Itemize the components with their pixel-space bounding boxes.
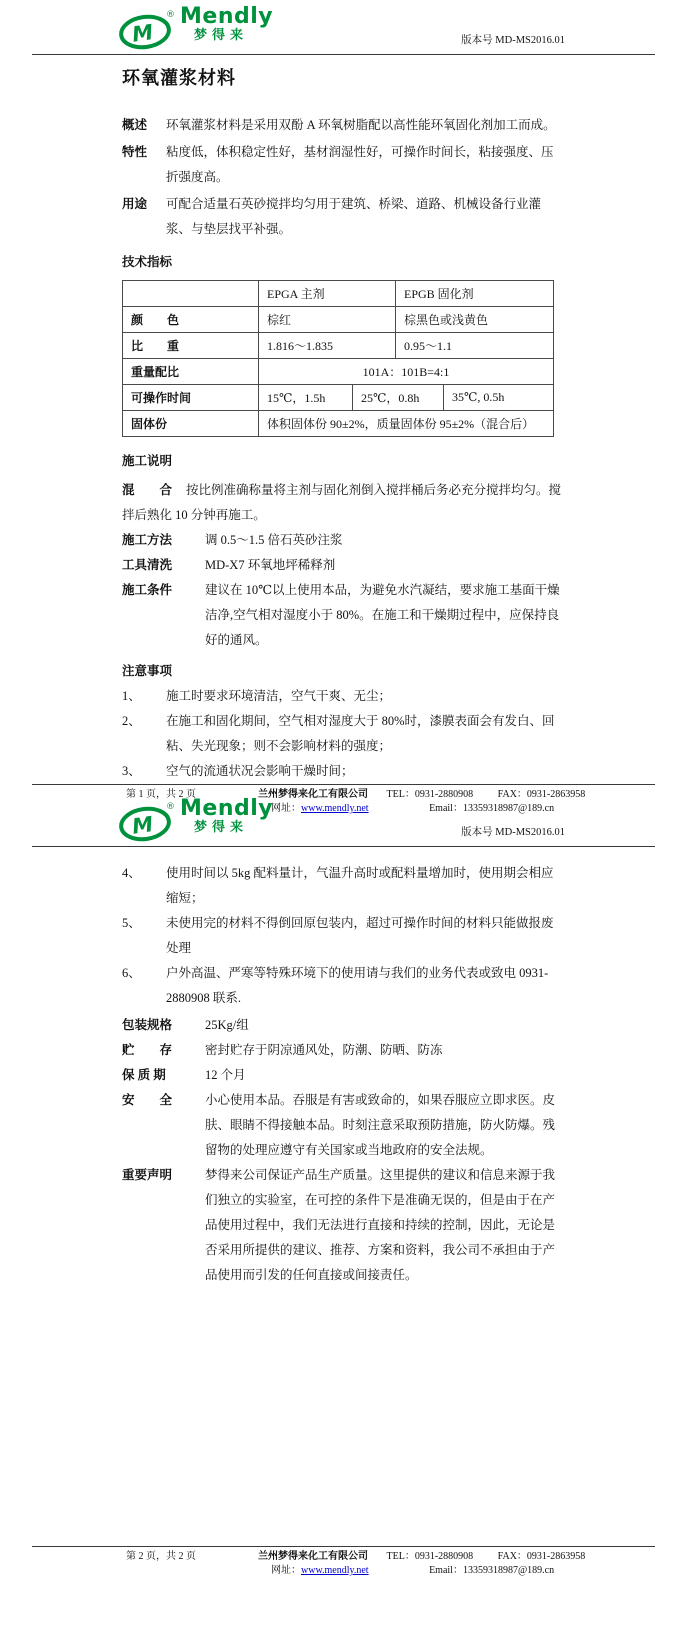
email-label: Email：13359318987@189.cn	[429, 1565, 555, 1576]
usage-text: 可配合适量石英砂搅拌均匀用于建筑、桥梁、道路、机械设备行业灌浆、与垫层找平补强。	[166, 197, 542, 236]
usage-label: 用途	[122, 197, 148, 211]
logo-text-en: Mendly	[180, 796, 274, 821]
note-number: 4、	[122, 866, 141, 880]
header-epgb-cell: EPGB 固化剂	[396, 281, 554, 307]
mixing-label: 混 合	[122, 483, 173, 497]
ratio-value-cell: 101A：101B=4:1	[259, 359, 554, 385]
page2-footer	[0, 1546, 687, 1578]
section-safety	[122, 1088, 565, 1163]
logo-text-cn: 梦得来	[194, 28, 249, 43]
tech-specs-heading: 技术指标	[122, 255, 173, 269]
cleaning-text: MD-X7 环氧地坪稀释剂	[205, 558, 336, 572]
storage-text: 密封贮存于阴凉通风处，防潮、防晒、防冻	[205, 1043, 443, 1057]
footer-info	[258, 1550, 657, 1578]
section-mixing	[122, 478, 565, 528]
color-epga-cell: 棕红	[259, 307, 396, 333]
section-cleaning	[122, 553, 565, 578]
footer-line-2	[271, 1564, 657, 1578]
disclaimer-label: 重要声明	[122, 1168, 173, 1182]
note-number: 1、	[122, 689, 141, 703]
note-item-5	[122, 911, 565, 961]
table-row-ratio	[123, 359, 554, 385]
worktime-15c-cell: 15℃，1.5h	[259, 385, 353, 411]
cleaning-label: 工具清洗	[122, 558, 173, 572]
packaging-label: 包装规格	[122, 1018, 173, 1032]
website-label: 网址：	[271, 803, 301, 814]
version-label: 版本号 MD-MS2016.01	[461, 35, 565, 46]
safety-text: 小心使用本品。吞服是有害或致命的，如果吞服应立即求医。皮肤、眼睛不得接触本品。时刻注意采取预防措施，防火防爆。残留物的处理应遵守有关国家或当地政府的安全法规。	[205, 1093, 556, 1157]
table-row-gravity	[123, 333, 554, 359]
note-item-1	[122, 684, 565, 709]
website-link[interactable]: www.mendly.net	[301, 1565, 369, 1576]
section-storage	[122, 1038, 565, 1063]
safety-label: 安 全	[122, 1093, 173, 1107]
mixing-text: 按比例准确称量将主剂与固化剂倒入搅拌桶后务必充分搅拌均匀。搅拌后熟化 10 分钟再施工。	[122, 483, 562, 522]
shelf-life-text: 12 个月	[205, 1068, 246, 1082]
page-indicator: 第 1 页，共 2 页	[126, 789, 196, 800]
gravity-label-cell: 比 重	[123, 333, 259, 359]
logo-text-en: Mendly	[180, 4, 274, 29]
footer-body	[0, 1547, 687, 1578]
note-text: 在施工和固化期间，空气相对湿度大于 80%时，漆膜表面会有发白、回粘、失光现象；则不会影响材料的强度；	[166, 714, 555, 753]
section-packaging	[122, 1013, 565, 1038]
footer-line-1	[258, 1550, 657, 1564]
overview-text: 环氧灌浆材料是采用双酚 A 环氧树脂配以高性能环氧固化剂加工而成。	[166, 118, 556, 132]
section-shelf-life	[122, 1063, 565, 1088]
disclaimer-text: 梦得来公司保证产品生产质量。这里提供的建议和信息来源于我们独立的实验室，在可控的条件下是准确无误的，但是由于在产品使用过程中，我们无法进行直接和持续的控制，因此，无论是否采用所提供的建议、推荐、方案和资料，我公司不承担由于产品使用而引发的任何直接或间接责任。	[205, 1168, 556, 1282]
svg-text:M: M	[130, 20, 155, 47]
solids-label-cell: 固体份	[123, 411, 259, 437]
conditions-text: 建议在 10℃以上使用本品，为避免水汽凝结，要求施工基面干燥洁净,空气相对湿度小于 80%。在施工和干燥期过程中，应保持良好的通风。	[205, 583, 560, 647]
company-name: 兰州梦得来化工有限公司	[258, 789, 368, 800]
tel-label: TEL：0931-2880908	[386, 789, 474, 800]
section-conditions	[122, 578, 565, 653]
worktime-25c-cell: 25℃，0.8h	[353, 385, 444, 411]
solids-value-cell: 体积固体份 90±2%，质量固体份 95±2%（混合后）	[259, 411, 554, 437]
method-text: 调 0.5～1.5 倍石英砂注浆	[205, 533, 343, 547]
features-label: 特性	[122, 145, 148, 159]
note-text: 使用时间以 5kg 配料量计，气温升高时或配料量增加时，使用期会相应缩短；	[166, 866, 554, 905]
packaging-text: 25Kg/组	[205, 1018, 249, 1032]
doc-title: 环氧灌浆材料	[122, 68, 236, 88]
note-text: 未使用完的材料不得倒回原包装内，超过可操作时间的材料只能做报废处理	[166, 916, 554, 955]
fax-label: FAX：0931-2863958	[497, 1551, 586, 1562]
registered-mark-icon: ®	[166, 10, 175, 20]
section-features	[122, 140, 565, 190]
version-label: 版本号 MD-MS2016.01	[461, 827, 565, 838]
color-label-cell: 颜 色	[123, 307, 259, 333]
page-2	[0, 780, 687, 1638]
section-overview	[122, 113, 565, 138]
overview-label: 概述	[122, 118, 148, 132]
construction-heading: 施工说明	[122, 454, 173, 468]
conditions-label: 施工条件	[122, 583, 173, 597]
section-disclaimer	[122, 1163, 565, 1288]
logo-text	[180, 6, 273, 43]
header-empty-cell	[123, 281, 259, 307]
section-method	[122, 528, 565, 553]
gravity-epgb-cell: 0.95～1.1	[396, 333, 554, 359]
method-label: 施工方法	[122, 533, 173, 547]
features-text: 粘度低，体积稳定性好，基材润湿性好，可操作时间长，粘接强度、压折强度高。	[166, 145, 554, 184]
company-name: 兰州梦得来化工有限公司	[258, 1551, 368, 1562]
note-text: 空气的流通状况会影响干燥时间；	[166, 764, 354, 778]
page-indicator: 第 2 页，共 2 页	[126, 1551, 196, 1562]
note-number: 2、	[122, 714, 141, 728]
table-row-header	[123, 281, 554, 307]
header-epga-cell: EPGA 主剂	[259, 281, 396, 307]
logo-ellipse-icon	[118, 798, 176, 842]
storage-label: 贮 存	[122, 1043, 173, 1057]
page-1	[0, 0, 687, 814]
page-header	[0, 0, 687, 54]
brand-logo	[118, 798, 273, 842]
note-item-4	[122, 861, 565, 911]
shelf-life-label: 保 质 期	[122, 1068, 166, 1082]
fax-label: FAX：0931-2863958	[497, 789, 586, 800]
note-text: 户外高温、严寒等特殊环境下的使用请与我们的业务代表或致电 0931-2880908 联系.	[166, 966, 549, 1005]
note-item-2	[122, 709, 565, 759]
notes-heading: 注意事项	[122, 664, 173, 678]
logo-text	[180, 798, 273, 835]
svg-text:M: M	[130, 812, 155, 839]
page1-content	[0, 55, 687, 784]
note-item-6	[122, 961, 565, 1011]
note-number: 5、	[122, 916, 141, 930]
logo-ellipse-icon	[118, 6, 176, 50]
table-row-color	[123, 307, 554, 333]
tech-specs-table	[122, 280, 554, 437]
tel-label: TEL：0931-2880908	[386, 1551, 474, 1562]
worktime-35c-cell: 35℃, 0.5h	[444, 385, 554, 411]
ratio-label-cell: 重量配比	[123, 359, 259, 385]
registered-mark-icon: ®	[166, 802, 175, 812]
table-row-solids	[123, 411, 554, 437]
website-link[interactable]: www.mendly.net	[301, 803, 369, 814]
website-label: 网址：	[271, 1565, 301, 1576]
page2-content	[0, 847, 687, 1288]
worktime-label-cell: 可操作时间	[123, 385, 259, 411]
brand-logo	[118, 6, 273, 50]
email-label: Email：13359318987@189.cn	[429, 803, 555, 814]
page-header	[0, 780, 687, 846]
table-row-worktime	[123, 385, 554, 411]
color-epgb-cell: 棕黑色或浅黄色	[396, 307, 554, 333]
note-number: 6、	[122, 966, 141, 980]
gravity-epga-cell: 1.816～1.835	[259, 333, 396, 359]
section-usage	[122, 192, 565, 242]
note-number: 3、	[122, 764, 141, 778]
logo-text-cn: 梦得来	[194, 820, 249, 835]
note-text: 施工时要求环境清洁，空气干爽、无尘；	[166, 689, 392, 703]
